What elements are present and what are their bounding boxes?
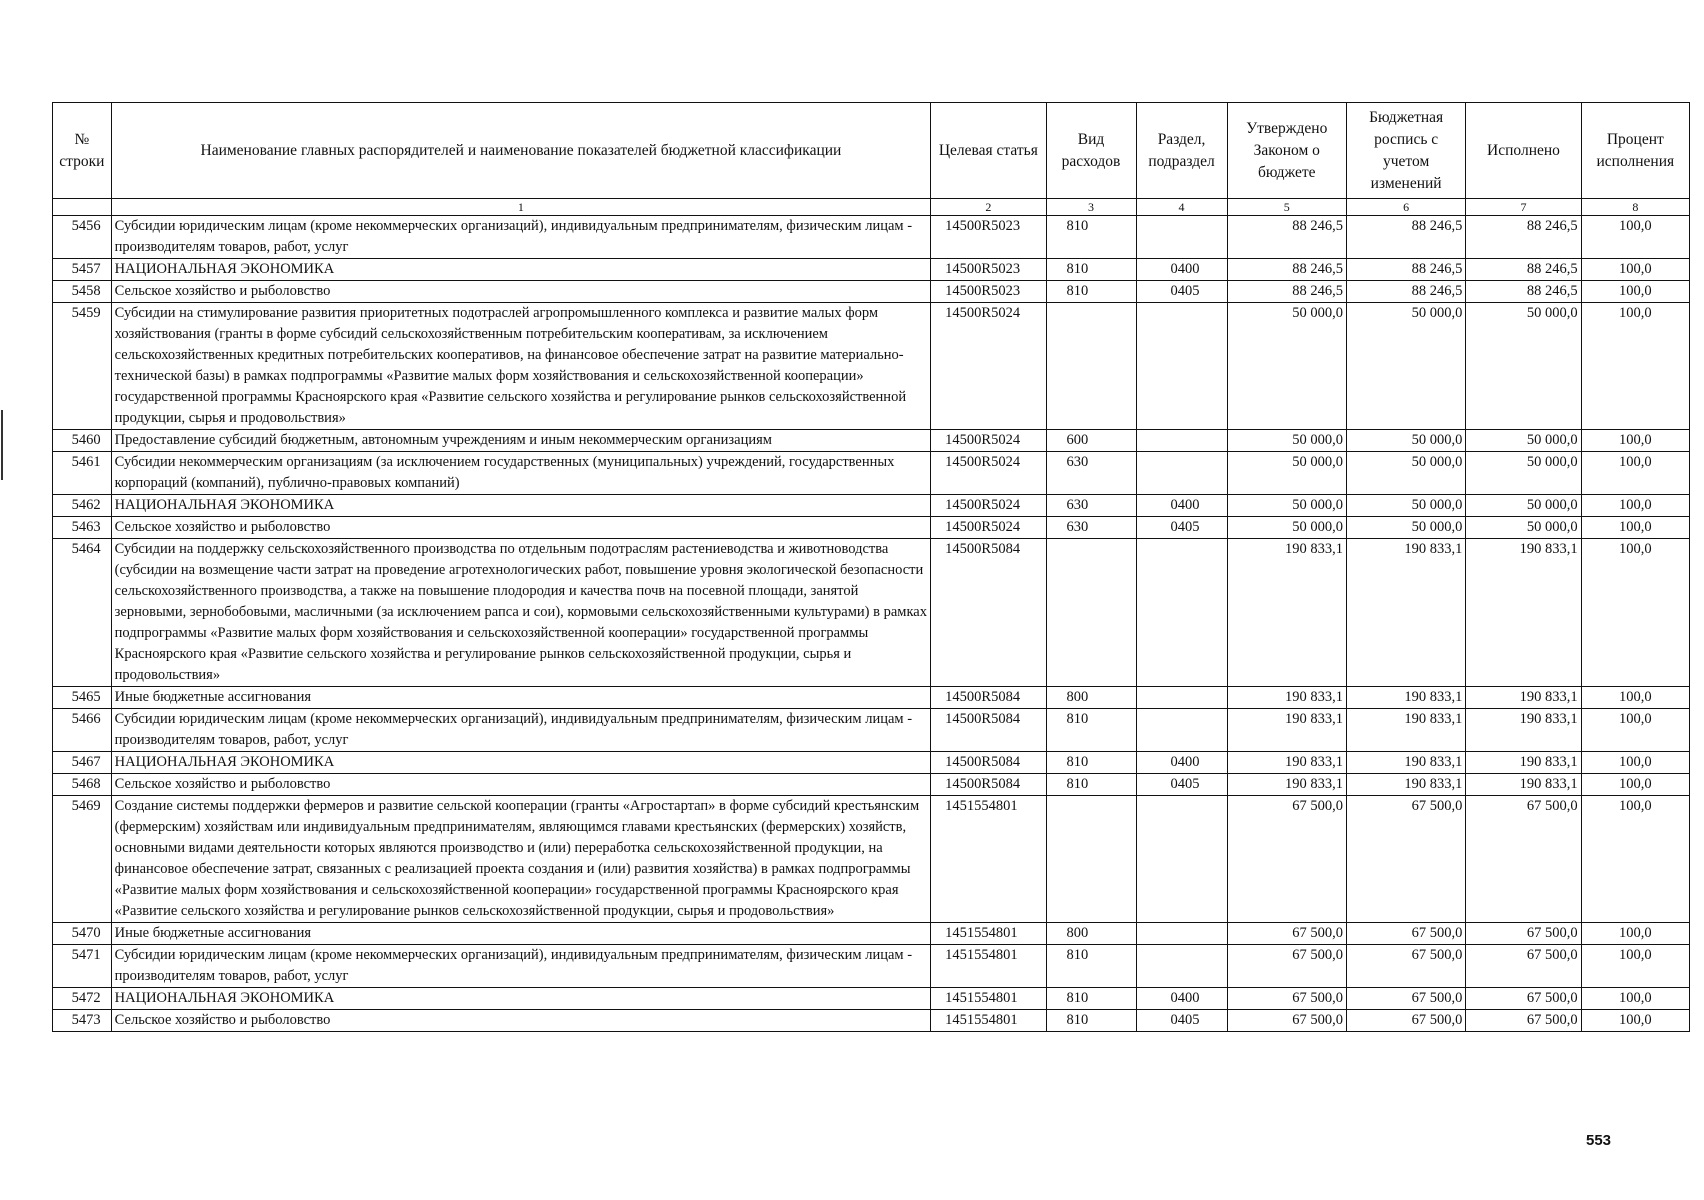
item-name: Субсидии на поддержку сельскохозяйственного производства по отдельным подотраслям растениеводства и животноводства (субсидии на возмещение части затрат на проведение агротехнологических работ, повышение уровня экологической безопасности сельскохозяйственного производства, а также на повышение плодородия и качества почв на посевной площади, занятой зерновыми, зернобобовыми, масличными (за исключением рапса и сои), кормовыми сельскохозяйственными культурами) в рамках подпрограммы «Развитие малых форм хозяйствования и сельскохозяйственной кооперации» государственной программы Красноярского края «Развитие сельского хозяйства и регулирование рынков сельскохозяйственной продукции, сырья и продовольствия»: [111, 539, 931, 687]
expense-type: 600: [1046, 430, 1136, 452]
executed-amount: 67 500,0: [1466, 923, 1581, 945]
target-article: 14500R5084: [931, 774, 1046, 796]
section-code: 0400: [1136, 988, 1227, 1010]
approved-amount: 67 500,0: [1227, 945, 1346, 988]
target-article: 14500R5024: [931, 430, 1046, 452]
table-row: [53, 687, 1690, 709]
expense-type: 810: [1046, 774, 1136, 796]
item-name: НАЦИОНАЛЬНАЯ ЭКОНОМИКА: [111, 259, 931, 281]
executed-amount: 50 000,0: [1466, 303, 1581, 430]
section-code: [1136, 303, 1227, 430]
target-article: 14500R5023: [931, 281, 1046, 303]
section-code: [1136, 796, 1227, 923]
header-name: Наименование главных распорядителей и наименование показателей бюджетной классификации: [111, 103, 931, 199]
table-row: [53, 988, 1690, 1010]
row-number: 5458: [53, 281, 112, 303]
executed-amount: 50 000,0: [1466, 495, 1581, 517]
row-number: 5465: [53, 687, 112, 709]
item-name: Иные бюджетные ассигнования: [111, 923, 931, 945]
expense-type: 810: [1046, 709, 1136, 752]
budget-amount: 50 000,0: [1346, 303, 1465, 430]
item-name: Сельское хозяйство и рыболовство: [111, 517, 931, 539]
item-name: Субсидии некоммерческим организациям (за исключением государственных (муниципальных) учреждений, государственных корпораций (компаний), публично-правовых компаний): [111, 452, 931, 495]
budget-amount: 190 833,1: [1346, 774, 1465, 796]
target-article: 1451554801: [931, 945, 1046, 988]
budget-amount: 88 246,5: [1346, 216, 1465, 259]
executed-amount: 67 500,0: [1466, 945, 1581, 988]
item-name: НАЦИОНАЛЬНАЯ ЭКОНОМИКА: [111, 988, 931, 1010]
item-name: Субсидии юридическим лицам (кроме некоммерческих организаций), индивидуальным предпринимателям, физическим лицам - производителям товаров, работ, услуг: [111, 216, 931, 259]
budget-amount: 88 246,5: [1346, 281, 1465, 303]
item-name: Субсидии на стимулирование развития приоритетных подотраслей агропромышленного комплекса и развитие малых форм хозяйствования (гранты в форме субсидий сельскохозяйственным потребительским кооперативам, за исключением сельскохозяйственных кредитных потребительских кооперативов, на финансовое обеспечение затрат на развитие материально-технической базы) в рамках подпрограммы «Развитие малых форм хозяйствования и сельскохозяйственной кооперации» государственной программы Красноярского края «Развитие сельского хозяйства и регулирование рынков сельскохозяйственной продукции, сырья и продовольствия»: [111, 303, 931, 430]
execution-percent: 100,0: [1581, 430, 1689, 452]
budget-amount: 190 833,1: [1346, 687, 1465, 709]
table-row: [53, 752, 1690, 774]
budget-amount: 88 246,5: [1346, 259, 1465, 281]
column-number: 8: [1581, 199, 1689, 216]
execution-percent: 100,0: [1581, 1010, 1689, 1032]
header-approved: Утверждено Законом о бюджете: [1227, 103, 1346, 199]
column-number: 5: [1227, 199, 1346, 216]
budget-amount: 190 833,1: [1346, 709, 1465, 752]
table-row: [53, 796, 1690, 923]
table-row: [53, 709, 1690, 752]
target-article: 14500R5024: [931, 303, 1046, 430]
item-name: НАЦИОНАЛЬНАЯ ЭКОНОМИКА: [111, 752, 931, 774]
column-number: 1: [111, 199, 931, 216]
executed-amount: 88 246,5: [1466, 259, 1581, 281]
header-expense-type: Вид расходов: [1046, 103, 1136, 199]
item-name: Иные бюджетные ассигнования: [111, 687, 931, 709]
section-code: [1136, 923, 1227, 945]
execution-percent: 100,0: [1581, 923, 1689, 945]
target-article: 14500R5023: [931, 216, 1046, 259]
expense-type: [1046, 303, 1136, 430]
execution-percent: 100,0: [1581, 687, 1689, 709]
table-row: [53, 281, 1690, 303]
row-number: 5470: [53, 923, 112, 945]
target-article: 1451554801: [931, 923, 1046, 945]
header-section: Раздел, подраздел: [1136, 103, 1227, 199]
item-name: Создание системы поддержки фермеров и развитие сельской кооперации (гранты «Агростартап» в форме субсидий крестьянским (фермерским) хозяйствам или индивидуальным предпринимателям, являющимся главами крестьянских (фермерских) хозяйств, основными видами деятельности которых являются производство и (или) переработка сельскохозяйственной продукции, на финансовое обеспечение затрат, связанных с реализацией проекта создания и (или) развития хозяйства) в рамках подпрограммы «Развитие малых форм хозяйствования и сельскохозяйственной кооперации» государственной программы Красноярского края «Развитие сельского хозяйства и регулирование рынков сельскохозяйственной продукции, сырья и продовольствия»: [111, 796, 931, 923]
page-number: 553: [1586, 1132, 1612, 1149]
execution-percent: 100,0: [1581, 517, 1689, 539]
target-article: 14500R5023: [931, 259, 1046, 281]
row-number: 5457: [53, 259, 112, 281]
execution-percent: 100,0: [1581, 796, 1689, 923]
table-row: [53, 303, 1690, 430]
header-row-number: № строки: [53, 103, 112, 199]
budget-amount: 67 500,0: [1346, 945, 1465, 988]
table-row: [53, 945, 1690, 988]
approved-amount: 190 833,1: [1227, 539, 1346, 687]
expense-type: 630: [1046, 495, 1136, 517]
row-number: 5469: [53, 796, 112, 923]
budget-amount: 67 500,0: [1346, 1010, 1465, 1032]
column-number-blank: [53, 199, 112, 216]
expense-type: 810: [1046, 259, 1136, 281]
execution-percent: 100,0: [1581, 216, 1689, 259]
budget-amount: 190 833,1: [1346, 752, 1465, 774]
row-number: 5459: [53, 303, 112, 430]
header-percent: Процент исполнения: [1581, 103, 1689, 199]
row-number: 5463: [53, 517, 112, 539]
approved-amount: 67 500,0: [1227, 1010, 1346, 1032]
section-code: 0405: [1136, 281, 1227, 303]
target-article: 1451554801: [931, 988, 1046, 1010]
target-article: 14500R5084: [931, 752, 1046, 774]
approved-amount: 88 246,5: [1227, 216, 1346, 259]
section-code: [1136, 216, 1227, 259]
execution-percent: 100,0: [1581, 303, 1689, 430]
budget-amount: 50 000,0: [1346, 430, 1465, 452]
row-number: 5471: [53, 945, 112, 988]
table-row: [53, 495, 1690, 517]
execution-percent: 100,0: [1581, 259, 1689, 281]
executed-amount: 67 500,0: [1466, 796, 1581, 923]
section-code: [1136, 945, 1227, 988]
execution-percent: 100,0: [1581, 452, 1689, 495]
executed-amount: 88 246,5: [1466, 216, 1581, 259]
expense-type: 630: [1046, 517, 1136, 539]
item-name: Сельское хозяйство и рыболовство: [111, 1010, 931, 1032]
column-number: 6: [1346, 199, 1465, 216]
column-number: 4: [1136, 199, 1227, 216]
budget-amount: 67 500,0: [1346, 796, 1465, 923]
expense-type: 810: [1046, 216, 1136, 259]
column-number-row: [53, 199, 1690, 216]
target-article: 1451554801: [931, 1010, 1046, 1032]
row-number: 5472: [53, 988, 112, 1010]
approved-amount: 88 246,5: [1227, 281, 1346, 303]
approved-amount: 190 833,1: [1227, 774, 1346, 796]
execution-percent: 100,0: [1581, 774, 1689, 796]
header-executed: Исполнено: [1466, 103, 1581, 199]
target-article: 14500R5084: [931, 687, 1046, 709]
execution-percent: 100,0: [1581, 988, 1689, 1010]
expense-type: 810: [1046, 752, 1136, 774]
approved-amount: 50 000,0: [1227, 517, 1346, 539]
budget-table: [52, 102, 1690, 1032]
budget-amount: 190 833,1: [1346, 539, 1465, 687]
expense-type: 810: [1046, 281, 1136, 303]
table-row: [53, 923, 1690, 945]
row-number: 5460: [53, 430, 112, 452]
item-name: Сельское хозяйство и рыболовство: [111, 281, 931, 303]
executed-amount: 67 500,0: [1466, 1010, 1581, 1032]
item-name: Субсидии юридическим лицам (кроме некоммерческих организаций), индивидуальным предпринимателям, физическим лицам - производителям товаров, работ, услуг: [111, 945, 931, 988]
expense-type: 810: [1046, 1010, 1136, 1032]
row-number: 5467: [53, 752, 112, 774]
target-article: 1451554801: [931, 796, 1046, 923]
execution-percent: 100,0: [1581, 709, 1689, 752]
column-number: 3: [1046, 199, 1136, 216]
section-code: [1136, 539, 1227, 687]
section-code: 0400: [1136, 495, 1227, 517]
execution-percent: 100,0: [1581, 539, 1689, 687]
row-number: 5466: [53, 709, 112, 752]
executed-amount: 190 833,1: [1466, 687, 1581, 709]
table-header: [53, 103, 1690, 199]
expense-type: [1046, 796, 1136, 923]
header-target-article: Целевая статья: [931, 103, 1046, 199]
section-code: 0400: [1136, 752, 1227, 774]
target-article: 14500R5084: [931, 709, 1046, 752]
expense-type: 800: [1046, 687, 1136, 709]
table-row: [53, 774, 1690, 796]
budget-amount: 50 000,0: [1346, 452, 1465, 495]
row-number: 5462: [53, 495, 112, 517]
approved-amount: 50 000,0: [1227, 303, 1346, 430]
expense-type: 810: [1046, 988, 1136, 1010]
expense-type: [1046, 539, 1136, 687]
section-code: [1136, 709, 1227, 752]
section-code: 0400: [1136, 259, 1227, 281]
execution-percent: 100,0: [1581, 281, 1689, 303]
budget-amount: 67 500,0: [1346, 988, 1465, 1010]
executed-amount: 67 500,0: [1466, 988, 1581, 1010]
approved-amount: 190 833,1: [1227, 709, 1346, 752]
section-code: [1136, 452, 1227, 495]
executed-amount: 50 000,0: [1466, 430, 1581, 452]
executed-amount: 190 833,1: [1466, 774, 1581, 796]
header-budget-schedule: Бюджетная роспись с учетом изменений: [1346, 103, 1465, 199]
executed-amount: 50 000,0: [1466, 517, 1581, 539]
table-row: [53, 539, 1690, 687]
approved-amount: 67 500,0: [1227, 796, 1346, 923]
approved-amount: 50 000,0: [1227, 452, 1346, 495]
table-body: [53, 199, 1690, 1032]
column-number: 2: [931, 199, 1046, 216]
table-row: [53, 517, 1690, 539]
execution-percent: 100,0: [1581, 945, 1689, 988]
target-article: 14500R5024: [931, 452, 1046, 495]
section-code: 0405: [1136, 774, 1227, 796]
approved-amount: 190 833,1: [1227, 752, 1346, 774]
row-number: 5461: [53, 452, 112, 495]
row-number: 5468: [53, 774, 112, 796]
section-code: [1136, 430, 1227, 452]
item-name: Сельское хозяйство и рыболовство: [111, 774, 931, 796]
expense-type: 800: [1046, 923, 1136, 945]
approved-amount: 67 500,0: [1227, 923, 1346, 945]
row-number: 5456: [53, 216, 112, 259]
approved-amount: 50 000,0: [1227, 495, 1346, 517]
target-article: 14500R5024: [931, 495, 1046, 517]
budget-amount: 50 000,0: [1346, 517, 1465, 539]
table-row: [53, 259, 1690, 281]
section-code: 0405: [1136, 517, 1227, 539]
approved-amount: 67 500,0: [1227, 988, 1346, 1010]
item-name: Субсидии юридическим лицам (кроме некоммерческих организаций), индивидуальным предпринимателям, физическим лицам - производителям товаров, работ, услуг: [111, 709, 931, 752]
table-row: [53, 452, 1690, 495]
table-row: [53, 1010, 1690, 1032]
executed-amount: 190 833,1: [1466, 709, 1581, 752]
item-name: НАЦИОНАЛЬНАЯ ЭКОНОМИКА: [111, 495, 931, 517]
executed-amount: 190 833,1: [1466, 752, 1581, 774]
column-number: 7: [1466, 199, 1581, 216]
executed-amount: 190 833,1: [1466, 539, 1581, 687]
executed-amount: 88 246,5: [1466, 281, 1581, 303]
scan-margin-mark: [1, 410, 3, 480]
execution-percent: 100,0: [1581, 495, 1689, 517]
expense-type: 630: [1046, 452, 1136, 495]
row-number: 5473: [53, 1010, 112, 1032]
approved-amount: 88 246,5: [1227, 259, 1346, 281]
target-article: 14500R5024: [931, 517, 1046, 539]
target-article: 14500R5084: [931, 539, 1046, 687]
row-number: 5464: [53, 539, 112, 687]
approved-amount: 50 000,0: [1227, 430, 1346, 452]
executed-amount: 50 000,0: [1466, 452, 1581, 495]
expense-type: 810: [1046, 945, 1136, 988]
budget-amount: 67 500,0: [1346, 923, 1465, 945]
budget-amount: 50 000,0: [1346, 495, 1465, 517]
execution-percent: 100,0: [1581, 752, 1689, 774]
section-code: 0405: [1136, 1010, 1227, 1032]
table-row: [53, 216, 1690, 259]
approved-amount: 190 833,1: [1227, 687, 1346, 709]
section-code: [1136, 687, 1227, 709]
item-name: Предоставление субсидий бюджетным, автономным учреждениям и иным некоммерческим организациям: [111, 430, 931, 452]
table-row: [53, 430, 1690, 452]
